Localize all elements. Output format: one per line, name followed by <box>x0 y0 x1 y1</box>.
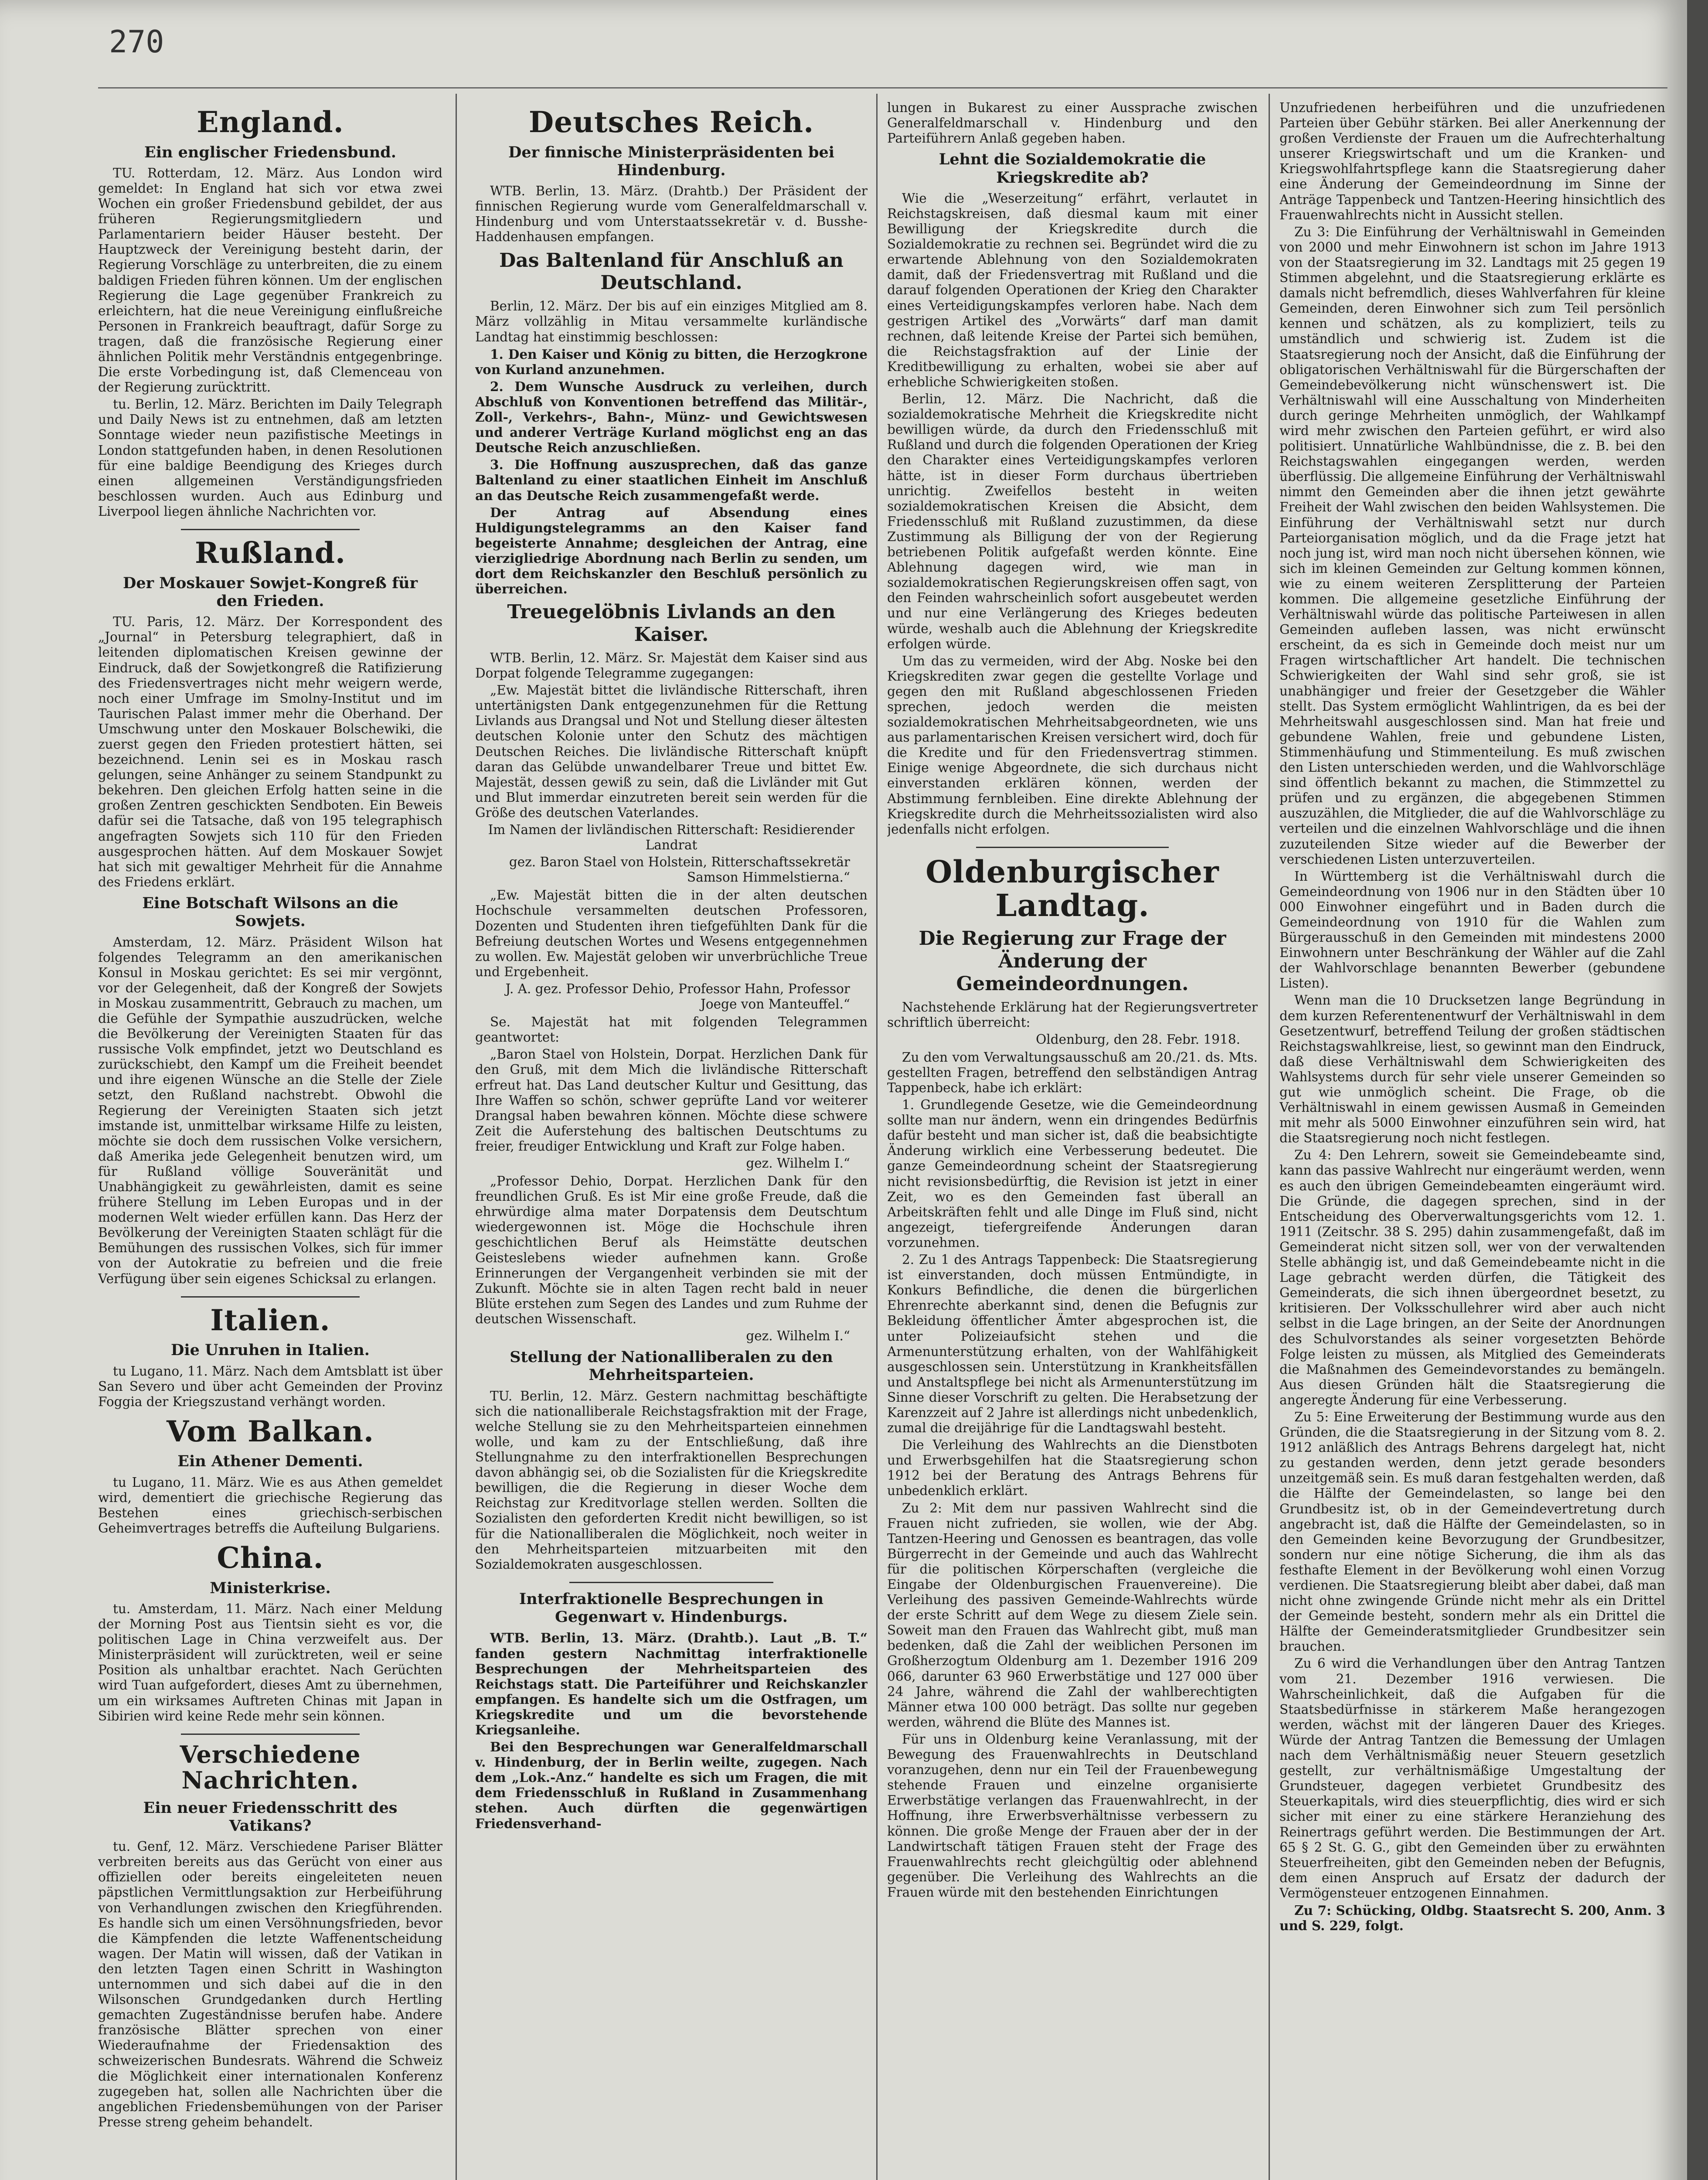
article-paragraph: „Professor Dehio, Dorpat. Herzlichen Dank für den freundlichen Gruß. Es ist Mir eine große Freude, daß die ehrwürdige alma mater Dorpatensis dem Deutschtum wiedergewonnen ist. Möge die Hochschule ihren geschichtlichen Beruf als Heimstätte deutschen Geisteslebens wieder aufnehmen kann. Große Erinnerungen der Vergangenheit verbinden sie mit der Zukunft. Möchte sie in alten Tagen recht bald in neuer Blüte erstehen zum Segen des Landes und zum Ruhme der deutschen Wissenschaft. <box>475 1174 868 1326</box>
article-paragraph: TU. Rotterdam, 12. März. Aus London wird gemeldet: In England hat sich vor etwa zwei Wochen ein großer Friedensbund gebildet, der aus früheren Regierungsmitgliedern und Parlamentariern beider Häuser besteht. Der Hauptzweck der Vereinigung besteht darin, der Regierung Vorschläge zu unterbreiten, die zu einem baldigen Frieden führen können. Um der englischen Regierung die Lage gegenüber Frankreich zu erleichtern, hat die neue Vereinigung einflußreiche Personen in Frankreich beauftragt, dafür Sorge zu tragen, daß die französische Regierung einer ähnlichen Politik mehr Verständnis entgegenbringe. Die erste Vorbedingung ist, daß Clemenceau von der Regierung zurücktritt. <box>98 165 442 395</box>
article-paragraph: 1. Grundlegende Gesetze, wie die Gemeindeordnung sollte man nur ändern, wenn ein dringendes Bedürfnis dafür besteht und man sicher ist, daß die beabsichtigte Änderung wirklich eine Verbesserung bedeutet. Die ganze Gemeindeordnung scheint der Staatsregierung nicht revisionsbedürftig, die Revision ist jetzt in einer Zeit, wo es den Gemeinden fast überall an Arbeitskräften fehlt und alle Dinge im Fluß sind, nicht angezeigt, tiefergreifende Änderungen daran vorzunehmen. <box>887 1097 1258 1250</box>
article-paragraph: Zu 5: Eine Erweiterung der Bestimmung wurde aus den Gründen, die die Staatsregierung in der Sitzung vom 8. 2. 1912 anläßlich des Antrags Behrens dargelegt hat, nicht zu gestanden werden, denn jetzt gerade besonders unzeitgemäß sein. Es muß daran festgehalten werden, daß die Hälfte der Gemeindelasten, so lange bei den Grundbesitz ist, ob in der Gemeindevertretung durch angebracht ist, daß die Hälfte der Gemeindelasten, so in den Gemeinden keine Bevorzugung der Grundbesitzer, sondern nur eine nötige Sicherung, die ihm als das festhafte Element in der Bevölkerung wohl einen Vorzug verdienen. Die Staatsregierung bleibt aber dabei, daß man nicht ohne zwingende Gründe nicht mehr als ein Drittel der Gemeinde besteht, sondern mehr als ein Drittel die Hälfte der Gemeinderatsmitglieder Grundbesitzer sein brauchen. <box>1279 1409 1665 1654</box>
article-paragraph: lungen in Bukarest zu einer Aussprache zwischen Generalfeldmarschall v. Hindenburg und den Parteiführern Anlaß gegeben haben. <box>887 100 1258 146</box>
signature-line: gez. Baron Stael von Holstein, Ritterschaftssekretär Samson Himmelstierna.“ <box>509 855 850 885</box>
article-paragraph: tu. Amsterdam, 11. März. Nach einer Meldung der Morning Post aus Tientsin sieht es vor, die politischen Lage in China verzweifelt aus. Der Ministerpräsident will zurücktreten, weil er seine Position als unhaltbar erachtet. Nach Gerüchten wird Tuan aufgefordert, dieses Amt zu übernehmen, um ein wirksames Auftreten Chinas mit Japan in Sibirien wird keine Rede mehr sein können. <box>98 1601 442 1724</box>
column-rule <box>456 94 457 2180</box>
column-3 <box>887 100 1258 2180</box>
article-headline: Die Unruhen in Italien. <box>171 1341 370 1359</box>
article-headline: Ein Athener Dementi. <box>177 1452 363 1471</box>
column-1 <box>98 100 442 2180</box>
column-rule <box>1269 94 1270 2180</box>
article-paragraph: 3. Die Hoffnung auszusprechen, daß das ganze Baltenland zu einer staatlichen Einheit im Anschluß an das Deutsche Reich zusammengefaßt werde. <box>475 457 868 503</box>
page-number: 270 <box>109 24 164 60</box>
section-title-china: China. <box>217 1541 324 1575</box>
article-paragraph: 2. Dem Wunsche Ausdruck zu verleihen, durch Abschluß von Konventionen betreffend das Militär-, Zoll-, Verkehrs-, Bahn-, Münz- und Gewichtswesen und anderer Verträge Kurland möglichst eng an das Deutsche Reich anzuschließen. <box>475 378 868 456</box>
section-divider <box>181 529 360 530</box>
article-paragraph: In Württemberg ist die Verhältniswahl durch die Gemeindeordnung von 1906 nur in den Städten über 10 000 Einwohner eingeführt und in Baden durch die Gemeindeordnung von 1910 für die Wahlen zum Bürgerausschuß in den Gemeinden mit mindestens 2000 Einwohnern unter Beschränkung der Wähler auf die Zahl der Wahlvorschlage benannten Bewerber (gebundene Listen). <box>1279 869 1665 991</box>
article-paragraph: Amsterdam, 12. März. Präsident Wilson hat folgendes Telegramm an den amerikanischen Konsul in Moskau gerichtet: Es sei mir vergönnt, vor der Gelegenheit, daß der Kongreß der Sowjets in Moskau zusammentritt, Gebrauch zu machen, um die Gefühle der Sympathie auszudrücken, welche die Bevölkerung der Vereinigten Staaten für das russische Volk empfindet, jetzt wo Deutschland es zurückschiebt, den Kampf um die Freiheit beendet und ihre eigenen Wünsche an die Stelle der Ziele setzt, den Rußland nachstrebt. Obwohl die Regierung der Vereinigten Staaten sich jetzt imstande ist, unmittelbar wirksame Hilfe zu leisten, möchte sie doch dem russischen Volke versichern, daß Amerika jede Gelegenheit benutzen wird, um für Rußland völlige Souveränität und Unabhängigkeit zu gewährleisten, damit es seine frühere Stellung im Leben Europas und in der modernen Welt wieder erfüllen kann. Das Herz der Bevölkerung der Vereinigten Staaten schlägt für die Bemühungen des russischen Volkes, sich für immer von der Autokratie zu befreien und die freie Verfügung über sein eigenes Schicksal zu erlangen. <box>98 934 442 1286</box>
article-paragraph: „Ew. Majestät bittet die livländische Ritterschaft, ihren untertänigsten Dank entgegenzunehmen für die Rettung Livlands aus Drangsal und Not und Stellung dieser ältesten deutschen Kolonie unter den Schutz des mächtigen Deutschen Reiches. Die livländische Ritterschaft knüpft daran das Gelübde unwandelbarer Treue und bittet Ew. Majestät, dessen gewiß zu sein, daß die Livländer mit Gut und Blut immerdar einzutreten bereit sein werden für die Größe des deutschen Vaterlandes. <box>475 683 868 820</box>
article-headline: Lehnt die Sozialdemokratie die Kriegskredite ab? <box>939 150 1206 187</box>
column-4 <box>1279 100 1665 2180</box>
article-headline: Der Moskauer Sowjet-Kongreß für den Frieden. <box>122 574 418 610</box>
article-paragraph: TU. Berlin, 12. März. Gestern nachmittag beschäftigte sich die nationalliberale Reichstagsfraktion mit der Frage, welche Stellung sie zu den Mehrheitsparteien einnehmen wolle, und kam zu der Entschließung, daß ihre Stellungnahme zu den interfraktionellen Besprechungen davon abhängig sei, ob die Sozialisten für die Kriegskredite bewilligen, die die Regierung in dieser Woche dem Reichstag zur Kreditvorlage stellen werden. Sollten die Sozialisten den geforderten Kredit nicht bewilligen, so ist für die Nationalliberalen die Möglichkeit, noch weiter in den Mehrheitsparteien mitzuarbeiten mit den Sozialdemokraten ausgeschlossen. <box>475 1388 868 1572</box>
article-paragraph: Der Antrag auf Absendung eines Huldigungstelegramms an den Kaiser fand begeisterte Annahme; desgleichen der Antrag, eine vierzigliedrige Abordnung nach Berlin zu senden, um dort dem Reichskanzler den Beschluß persönlich zu überreichen. <box>475 504 868 597</box>
article-paragraph: WTB. Berlin, 12. März. Sr. Majestät dem Kaiser sind aus Dorpat folgende Telegramme zugegangen: <box>475 650 868 681</box>
article-paragraph: Im Namen der livländischen Ritterschaft: Residierender Landrat <box>488 822 855 853</box>
article-headline: Eine Botschaft Wilsons an die Sowjets. <box>142 894 398 930</box>
article-headline: Ein neuer Friedensschritt des Vatikans? <box>143 1798 398 1835</box>
article-paragraph: Berlin, 12. März. Die Nachricht, daß die sozialdemokratische Mehrheit die Kriegskredite nicht bewilligen würde, da durch den Friedensschluß mit Rußland und durch die folgenden Operationen der Krieg den Charakter eines Verteidigungskampfes verloren hätte, ist in dieser Form durchaus übertrieben unrichtig. Zweifellos besteht in weiten sozialdemokratischen Kreisen die Absicht, dem Friedensschluß mit Rußland zuzustimmen, da diese Zustimmung als Billigung der von der Regierung betriebenen Politik aufgefaßt werden könnte. Eine Ablehnung dagegen wird, wie man in sozialdemokratischen Regierungskreisen offen sagt, von den Feinden wahrscheinlich sofort ausgebeutet werden und nur eine Verlängerung des Krieges bedeuten würde, weshalb auch die Ablehnung der Kriegskredite erfolgen würde. <box>887 392 1258 651</box>
article-paragraph: Zu 7: Schücking, Oldbg. Staatsrecht S. 200, Anm. 3 und S. 229, folgt. <box>1279 1902 1665 1934</box>
article-paragraph: Zu 4: Den Lehrern, soweit sie Gemeindebeamte sind, kann das passive Wahlrecht nur eingeräumt werden, wenn es auch den übrigen Gemeindebeamten eingeräumt wird. Die Gründe, die dagegen sprechen, sind in der Entscheidung des Oberverwaltungsgerichts vom 12. 1. 1911 (Zeitschr. 38 S. 295) dahin zusammengefaßt, daß im Gemeinderat nicht sitzen soll, wer von der verwaltenden Stelle abhängig ist, und daß Gemeindebeamte nicht in die Lage gebracht werden dürfen, die Tätigkeit des Gemeinderats, die sich ihnen übergeordnet besetzt, zu kritisieren. Der Volksschullehrer wird aber auch nicht selbst in die Lage bringen, an der Seite der Anordnungen des Schulvorstandes als seiner vorgesetzten Behörde Folge leisten zu müssen, als Mitglied des Gemeinderats die Maßnahmen des Gemeindevorstandes zu bemängeln. Aus diesen Gründen hält die Staatsregierung die angeregte Änderung für eine Verbesserung. <box>1279 1148 1665 1407</box>
article-paragraph: tu Lugano, 11. März. Wie es aus Athen gemeldet wird, dementiert die griechische Regierung das Bestehen eines griechisch-serbischen Geheimvertrages betreffs die Aufteilung Bulgariens. <box>98 1475 442 1536</box>
article-paragraph: Die Verleihung des Wahlrechts an die Dienstboten und Erwerbsgehilfen hat die Staatsregierung schon 1912 bei der Beratung des Antrags Behrens für unbedenklich erklärt. <box>887 1437 1258 1499</box>
section-title-russland: Rußland. <box>195 536 346 570</box>
article-headline: Das Baltenland für Anschluß an Deutschland. <box>499 249 844 294</box>
signature-line: gez. Wilhelm I.“ <box>746 1155 850 1171</box>
article-paragraph: Se. Majestät hat mit folgenden Telegrammen geantwortet: <box>475 1015 868 1045</box>
article-headline: Stellung der Nationalliberalen zu den Mehrheitsparteien. <box>510 1348 833 1384</box>
signature-line: J. A. gez. Professor Dehio, Professor Hahn, Professor Joege von Manteuffel.“ <box>505 981 850 1012</box>
article-paragraph: Wie die „Weserzeitung“ erfährt, verlautet in Reichstagskreisen, daß diesmal kaum mit einer Bewilligung der Kriegskredite durch die Sozialdemokratie zu rechnen sei. Begründet wird die zu erwartende Ablehnung von den Sozialdemokraten damit, daß der Friedensvertrag mit Rußland und die darauf folgenden Operationen der Krieg den Charakter eines Verteidigungskampfes verloren habe. Nach dem gestrigen Artikel des „Vorwärts“ darf man damit rechnen, daß leitende Kreise der Partei sich bemühen, die Reichstagsfraktion auf der Linie der Kreditbewilligung zu erhalten, wobei sie aber auf erhebliche Schwierigkeiten stoßen. <box>887 191 1258 389</box>
article-paragraph: Zu 2: Mit dem nur passiven Wahlrecht sind die Frauen nicht zufrieden, sie wollen, wie der Abg. Tantzen-Heering und Genossen es beantragen, das volle Bürgerrecht in der Gemeinde und auch das Wahlrecht für die politischen Körperschaften (vergleiche die Eingabe der Oldenburgischen Frauenvereine). Die Verleihung des passiven Gemeinde-Wahlrechts würde der erste Schritt auf dem Wege zu diesem Ziele sein. Soweit man den Frauen das Wahlrecht gibt, muß man bedenken, daß die Zahl der weiblichen Personen im Großherzogtum Oldenburg am 1. Dezember 1916 209 066, darunter 63 960 Erwerbstätige und 127 000 über 24 Jahre, während die Zahl der wahlberechtigten Männer etwa 100 000 beträgt. Das sollte nur gegeben werden, während die Blüte des Mannes ist. <box>887 1500 1258 1730</box>
article-headline: Ministerkrise. <box>210 1579 331 1597</box>
article-paragraph: 2. Zu 1 des Antrags Tappenbeck: Die Staatsregierung ist einverstanden, doch müssen Entmündigte, in Konkurs Befindliche, die denen die bürgerlichen Ehrenrechte aberkannt sind, denen die Befugnis zur Bekleidung öffentlicher Ämter abgesprochen ist, die unter Polizeiaufsicht stehen und die Armenunterstützung erhalten, von der Wahlfähigkeit ausgeschlossen sein. Unterstützung in Krankheitsfällen und Anstaltspflege bei nicht als Armenunterstützung im Sinne dieser Vorschrift zu gelten. Die Herabsetzung der Karenzzeit auf 2 Jahre ist allerdings nicht unbedenklich, zumal die dreijährige für die Landtagswahl besteht. <box>887 1252 1258 1436</box>
column-2 <box>475 100 868 2180</box>
article-paragraph: TU. Paris, 12. März. Der Korrespondent des „Journal“ in Petersburg telegraphiert, daß in leitenden diplomatischen Kreisen gewinne der Eindruck, daß der Sowjetkongreß die Ratifizierung des Friedensvertrages nicht mehr weigern werde, noch einer Umfrage im Smolny-Institut und im Taurischen Palast immer mehr die Oberhand. Der Umschwung unter den Moskauer Bolschewiki, die zuerst gegen den Frieden protestiert hätten, sei bezeichnend. Lenin sei es in Moskau rasch gelungen, seine Anhänger zu seinem Standpunkt zu bekehren. Den gleichen Erfolg hatten seine in die großen Zentren geschickten Sendboten. Ein Beweis dafür sei die Tatsache, daß von 195 telegraphisch angefragten Sowjets sich 110 für den Frieden ausgesprochen hätten. Auf dem Moskauer Sowjet hat sich mit gewaltiger Mehrheit für die Annahme des Friedens erklärt. <box>98 614 442 889</box>
article-headline: Treuegelöbnis Livlands an den Kaiser. <box>507 601 836 646</box>
section-title-england: England. <box>197 105 344 139</box>
article-paragraph: „Ew. Majestät bitten die in der alten deutschen Hochschule versammelten deutschen Professoren, Dozenten und Studenten ihren tiefgefühlten Dank für die Befreiung deutschen Wortes und Wesens entgegennehmen zu wollen. Ew. Majestät geloben wir unverbrüchliche Treue und Ergebenheit. <box>475 888 868 979</box>
article-paragraph: tu Lugano, 11. März. Nach dem Amtsblatt ist über San Severo und über acht Gemeinden der Provinz Foggia der Kriegszustand verhängt worden. <box>98 1363 442 1409</box>
section-title-balkan: Vom Balkan. <box>166 1414 374 1448</box>
article-paragraph: 1. Den Kaiser und König zu bitten, die Herzogkrone von Kurland anzunehmen. <box>475 346 868 377</box>
section-divider <box>181 1734 360 1735</box>
section-title-verschiedenes: Verschiedene Nachrichten. <box>180 1740 361 1795</box>
section-divider <box>181 1296 360 1298</box>
article-paragraph: Zu 3: Die Einführung der Verhältniswahl in Gemeinden von 2000 und mehr Einwohnern ist schon im Jahre 1913 von der Staatsregierung im 32. Landtags mit 25 gegen 19 Stimmen abgelehnt, und die Staatsregierung erklärte es damals nicht befremdlich, dieses Wahlverfahren für kleine Gemeinden, deren Einwohner sich zum Teil persönlich kennen und schätzen, als zu kompliziert, teils zu umständlich und schwierig ist. Zudem ist die Staatsregierung noch der Ansicht, daß die Einführung der obligatorischen Verhältniswahl für die Bürgerschaften der Gemeindebevölkerung nicht wünschenswert ist. Die Verhältniswahl will eine Ausschaltung von Minderheiten durch geringe Mehrheiten unmöglich, der Wahlkampf wird mehr zwischen den Parteien geführt, er wird also politisiert. Unnatürliche Wahlbündnisse, die z. B. bei den Reichstagswahlen eingegangen werden, werden überflüssig. Die allgemeine Einführung der Verhältniswahl nimmt den Gemeinden aber die ihnen jetzt gewährte Freiheit der Wahl zwischen den beiden Wahlsystemen. Die Einführung der Verhältniswahl setzt nur durch Parteiorganisation möglich, und da die Frage jetzt hat noch jung ist, wird man noch nicht übersehen können, wie sich im kleinen Gemeinden zur Geltung kommen können, wie zu einem weiteren Zersplitterung der Parteien kommen. Die allgemeine gesetzliche Einführung der Verhältniswahl würde das politische Parteiwesen in allen Gemeinden aufleben lassen, was nicht erwünscht erscheint, da es sich in Gemeinde doch meist nur um Fragen wirtschaftlicher Art handelt. Die technischen Schwierigkeiten der Wahl sind sehr groß, sie ist unabhängiger und freier der Gesetzgeber die Wähler stellt. Das System ermöglicht Wahlintrigen, da es bei der Mehrheitswahl ausgeschlossen sind. Man hat freie und gebundene Wahlen, freie und gebundene Listen, Stimmenhäufung und Stimmenteilung. Es muß zwischen den Listen unterschieden werden, und die Wahlvorschläge sind öffentlich bekannt zu machen, die Stimmzettel zu prüfen und zu ergänzen, die abgegebenen Stimmen auszuzählen, die Mitglieder, die auf die Wahlvorschläge zu verteilen und die einzelnen Wahlvorschläge und die ihnen zuzuteilenden Sitze wieder auf die Bewerber der verschiedenen Listen unterzuverteilen. <box>1279 224 1665 867</box>
article-paragraph: Wenn man die 10 Drucksetzen lange Begründung in dem kurzen Referentenentwurf der Verhältniswahl in dem Gesetzentwurf, betreffend Teilung der großen städtischen Reichstagswahlkreise, liest, so gewinnt man den Eindruck, daß diese Verhältniswahl dem Schwierigkeiten des Wahlsystems durch für sehr viele unserer Gemeinden so gut wie unmöglich scheint. Die Frage, ob die Verhältniswahl in einem gewissen Ausmaß in Gemeinden mit mehr als 5000 Einwohner einzuführen sein wird, hat die Staatsregierung noch nicht festlegen. <box>1279 993 1665 1146</box>
article-headline: Ein englischer Friedensbund. <box>144 143 396 161</box>
section-title-deutsches-reich: Deutsches Reich. <box>528 105 814 139</box>
article-paragraph: Nachstehende Erklärung hat der Regierungsvertreter schriftlich überreicht: <box>887 999 1258 1030</box>
article-headline: Interfraktionelle Besprechungen in Gegenwart v. Hindenburgs. <box>519 1590 824 1626</box>
article-paragraph: „Baron Stael von Holstein, Dorpat. Herzlichen Dank für den Gruß, mit dem Mich die livländische Ritterschaft erfreut hat. Das Land deutscher Kultur und Gesittung, das Ihre Waffen so schön, schwer geprüfte Land vor weiterer Drangsal haben bewahren können. Möchte diese schwere Zeit die Auferstehung des baltischen Deutschtums zu freier, freudiger Entwicklung und Kraft zur Folge haben. <box>475 1047 868 1154</box>
header-rule <box>98 87 1667 89</box>
article-paragraph: tu. Genf, 12. März. Verschiedene Pariser Blätter verbreiten bereits aus das Gerücht von einer aus offiziellen oder bereits eingeleiteten neuen päpstlichen Vermittlungsaktion zur Herbeiführung von Verhandlungen zwischen den Kriegführenden. Es handle sich um einen Versöhnungsfrieden, bevor die Kämpfenden die letzte Waffenentscheidung wagen. Der Matin will wissen, daß der Vatikan in den letzten Tagen einen Schritt in Washington unternommen und sich dabei auf die in den Wilsonschen Grundgedanken durch Hertling gemachten Zugeständnisse berufen habe. Andere französische Blätter sprechen von einer Wiederaufnahme der Friedensaktion des schweizerischen Bundesrats. Während die Schweiz die Möglichkeit einer internationalen Konferenz zugegeben hat, sollen alle Nachrichten über die angeblichen Friedensbemühungen von der Pariser Presse streng geheim behandelt. <box>98 1839 442 2129</box>
column-rule <box>876 94 878 2180</box>
section-title-italien: Italien. <box>210 1303 330 1337</box>
article-paragraph: Unzufriedenen herbeiführen und die unzufriedenen Parteien über Gebühr stärken. Bei aller Anerkennung der großen Verdienste der Frauen um die Aufrechterhaltung unserer Kriegswirtschaft und um die Kranken- und Kriegswohlfahrtspflege kann die Staatsregierung daher eine Änderung der Gemeindeordnung im Sinne der Anträge Tappenbeck und Tantzen-Heering hinsichtlich des Frauenwahlrechts nicht in Aussicht stellen. <box>1279 100 1665 222</box>
section-divider <box>976 847 1169 848</box>
article-paragraph: Bei den Besprechungen war Generalfeldmarschall v. Hindenburg, der in Berlin weilte, zugegen. Nach dem „Lok.-Anz.“ handelte es sich um Fragen, die mit dem Friedensschluß in Rußland in Zusammenhang stehen. Auch dürften die gegenwärtigen Friedensverhand- <box>475 1739 868 1831</box>
dateline: Oldenburg, den 28. Febr. 1918. <box>1036 1032 1240 1047</box>
article-paragraph: Zu den vom Verwaltungsausschuß am 20./21. ds. Mts. gestellten Fragen, betreffend den selbständigen Antrag Tappenbeck, habe ich erklärt: <box>887 1049 1258 1095</box>
article-paragraph: Berlin, 12. März. Der bis auf ein einziges Mitglied am 8. März vollzählig in Mitau versammelte kurländische Landtag hat einstimmig beschlossen: <box>475 299 868 344</box>
article-headline: Der finnische Ministerpräsidenten bei Hindenburg. <box>508 143 835 179</box>
section-title-oldenburg: Oldenburgischer Landtag. <box>925 853 1219 923</box>
article-paragraph: Um das zu vermeiden, wird der Abg. Noske bei den Kriegskrediten zwar gegen die gestellte Vorlage und gegen den mit Rußland abgeschlossenen Frieden sprechen, jedoch werden die meisten sozialdemokratischen Mehrheitsabgeordneten, wie uns aus parlamentarischen Kreisen versichert wird, doch für die Kredite und für den Friedensvertrag stimmen. Einige wenige Abgeordnete, die sich durchaus nicht einverstanden erklären können, werden der Abstimmung fernbleiben. Eine direkte Ablehnung der Kriegskredite durch die Mehrheitssozialisten wird also jedenfalls nicht erfolgen. <box>887 653 1258 837</box>
signature-line: gez. Wilhelm I.“ <box>746 1328 850 1343</box>
article-paragraph: Für uns in Oldenburg keine Veranlassung, mit der Bewegung des Frauenwahlrechts in Deutschland voranzugehen, denn nur ein Teil der Frauenbewegung stehende Frauen und einzelne organisierte Erwerbstätige verlangen das Frauenwahlrecht, in der Hoffnung, ihre Erwerbsverhältnisse verbessern zu können. Die große Menge der Frauen aber der in der Landwirtschaft tätigen Frauen steht der Frage des Frauenwahlrechts recht gleichgültig oder ablehnend gegenüber. Die Verleihung des Wahlrechts an die Frauen würde mit den bestehenden Einrichtungen <box>887 1731 1258 1900</box>
article-paragraph: WTB. Berlin, 13. März. (Drahtb.) Der Präsident der finnischen Regierung wurde vom Generalfeldmarschall v. Hindenburg und vom Unterstaatssekretär v. d. Busshe-Haddenhausen empfangen. <box>475 184 868 245</box>
section-divider <box>569 1582 773 1583</box>
article-headline: Die Regierung zur Frage der Änderung der Gemeindeordnungen. <box>919 927 1226 995</box>
article-paragraph: Zu 6 wird die Verhandlungen über den Antrag Tantzen vom 21. Dezember 1916 verwiesen. Die Wahrscheinlichkeit, daß die Aufgaben für die Staatsbedürfnisse in stärkerem Maße herangezogen werden, wächst mit der längeren Dauer des Krieges. Würde der Antrag Tantzen die Bemessung der Umlagen nach dem Verhältnismäßig neuer Steuern gesetzlich gestellt, zur verhältnismäßige Umgestaltung der Grundsteuer, dagegen verbietet Grundbesitz des Steuerkapitals, wird dies steuerpflichtig, dies wird er sich sicher mit einer zu eine stärkere Heranziehung des Reinertrags geführt werden. Die Bestimmungen der Art. 65 § 2 St. G. G., gibt den Gemeinden über zu erwähnten Steuerfreiheiten, gibt den Gemeinden neben der Befugnis, dem einen Anspruch auf Ersatz der dadurch der Vermögensteuer entzogenen Einnahmen. <box>1279 1656 1665 1901</box>
article-paragraph: tu. Berlin, 12. März. Berichten im Daily Telegraph und Daily News ist zu entnehmen, daß am letzten Sonntage wieder neun pazifistische Meetings in London stattgefunden haben, in denen Resolutionen für eine baldige Beendigung des Krieges durch einen allgemeinen Verständigungsfrieden beschlossen wurden. Auch aus Edinburg und Liverpool liegen ähnliche Nachrichten vor. <box>98 397 442 519</box>
article-paragraph: WTB. Berlin, 13. März. (Drahtb.). Laut „B. T.“ fanden gestern Nachmittag interfraktionelle Besprechungen der Mehrheitsparteien des Reichstags statt. Die Parteiführer und Reichskanzler empfangen. Es handelte sich um die Ostfragen, um Kriegskredite und um die bevorstehende Kriegsanleihe. <box>475 1630 868 1737</box>
